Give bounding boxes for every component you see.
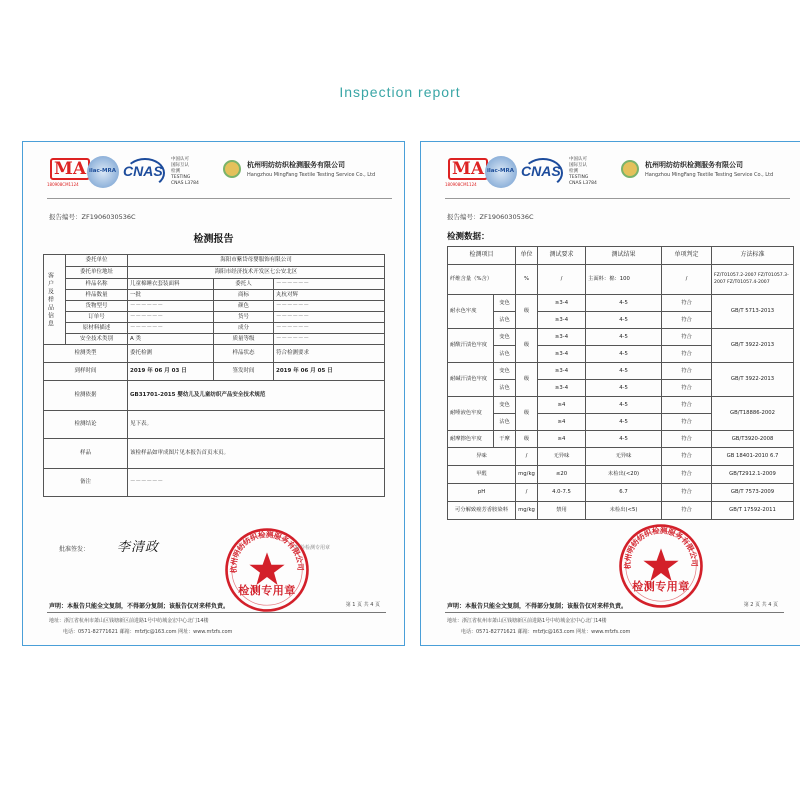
report-header: MA 180908CM1124 ilac-MRA CNAS 中国认可 国际互认 检测 TESTING CNAS L3784 杭州明纺纺织检测服务有限公司 Hangzhou MingFang Textile Testing Service Co., Ltd xyxy=(445,156,790,194)
report-page-2 xyxy=(420,141,800,646)
report-header: MA 180908CM1124 ilac-MRA CNAS 中国认可 国际互认 检测 TESTING CNAS L3784 杭州明纺纺织检测服务有限公司 Hangzhou MingFang Textile Testing Service Co., Ltd xyxy=(47,156,392,194)
approver-signature: 李清政 xyxy=(117,540,160,555)
cma-logo: MA 180908CM1124 xyxy=(445,158,483,192)
table-row: 耐唾液色牢度 变色 级 ≥4 4-5 符合 GB/T18886-2002 xyxy=(448,397,794,414)
table-row: 甲醛 mg/kg ≤20 未检出(<20) 符合 GB/T2912.1-2009 xyxy=(448,466,794,484)
table-row: 沾色 ≥3-4 4-5 符合 xyxy=(448,380,794,397)
signature-label: 批准签发： xyxy=(59,546,90,553)
table-row: 可分解致癌芳香胺染料 mg/kg 禁用 未检出(<5) 符合 GB/T 17592-2011 xyxy=(448,502,794,520)
cma-logo: MA 180908CM1124 xyxy=(47,158,85,192)
table-row: 沾色 ≥3-4 4-5 符合 xyxy=(448,312,794,329)
footer-address: 地址：浙江省杭州市萧山区钱塘新区前进路1号中纺城金宏中心北门14楼 xyxy=(49,618,209,624)
report-number: 报告编号：ZF1906030536C xyxy=(49,213,136,221)
table-row: 异味 / 无异味 无异味 符合 GB 18401-2010 6.7 xyxy=(448,448,794,466)
sign-note: 检验检测专用章 xyxy=(295,545,331,551)
disclaimer: 声明：本报告只能全文复制，不得部分复制；该报告仅对来样负责。 xyxy=(49,603,230,610)
report-title: 检测报告 xyxy=(193,234,234,245)
svg-text:杭州明纺纺织检测服务有限公司: 杭州明纺纺织检测服务有限公司 xyxy=(623,525,699,570)
cnas-logo: CNAS xyxy=(521,158,565,188)
footer-contact: 电话：0571-82771621 邮箱：mfzfjc@163.com 网址：www.mfzfs.com xyxy=(461,629,631,635)
lab-emblem-icon xyxy=(621,160,639,178)
table-row: 耐碱汗渍色牢度 变色 级 ≥3-4 4-5 符合 GB/T 3922-2013 xyxy=(448,363,794,380)
report-page-1 xyxy=(22,141,405,646)
seal-label: 检测专用章 xyxy=(238,584,296,597)
table-row: 耐水色牢度 变色 级 ≥3-4 4-5 符合 GB/T 5713-2013 xyxy=(448,295,794,312)
cnas-logo: CNAS xyxy=(123,158,167,188)
table-row: 耐摩擦色牢度 干摩 级 ≥4 4-5 符合 GB/T3920-2008 xyxy=(448,431,794,448)
table-row: 耐酸汗渍色牢度 变色 级 ≥3-4 4-5 符合 GB/T 3922-2013 xyxy=(448,329,794,346)
accreditation-text: 中国认可 国际互认 检测 TESTING CNAS L3784 xyxy=(569,157,597,186)
footer-address: 地址：浙江省杭州市萧山区钱塘新区前进路1号中纺城金宏中心北门14楼 xyxy=(447,618,607,624)
page-number: 第 2 页 共 4 页 xyxy=(743,602,778,608)
svg-text:杭州明纺纺织检测服务有限公司: 杭州明纺纺织检测服务有限公司 xyxy=(229,529,305,574)
disclaimer: 声明：本报告只能全文复制，不得部分复制；该报告仅对来样负责。 xyxy=(447,603,628,610)
side-label: 客户及样品信息 xyxy=(44,255,66,345)
section-title: 检测数据： xyxy=(447,232,490,242)
table-row: 纤维含量（%含） % / 主面料：棉：100 / FZ/T01057.2-2007 FZ/T01057.3-2007 FZ/T01057.4-2007 xyxy=(448,265,794,295)
accreditation-text: 中国认可 国际互认 检测 TESTING CNAS L3784 xyxy=(171,157,199,186)
page-number: 第 1 页 共 4 页 xyxy=(345,602,380,608)
footer-contact: 电话：0571-82771621 邮箱：mfzfjc@163.com 网址：www.mfzfs.com xyxy=(63,629,233,635)
page-heading: Inspection report xyxy=(339,84,461,100)
ilac-mra-logo: ilac-MRA xyxy=(87,156,119,188)
table-row: pH / 4.0-7.5 6.7 符合 GB/T 7573-2009 xyxy=(448,484,794,502)
client-sample-table: 客户及样品信息 委托单位 海阳市紫岱母婴服饰有限公司 委托单位地址 海阳市经济技术开发区七公安北区 样品名称 儿童棉睡衣套装面料 委托人 －－－－－－ 样品数量 一批 商标 丸杭对辉 货物型号 －－－－－－ 颜色 －－－－－－ 订单号 －－－－－－ 货号 －－－－－－ 原材料描述 －－－－－－ 成分 －－－－－－ 安全技术类别 A 类 质量等级 －－－－－－ 检测类型 委托检测 样品状态 符合检测要求 到样时间 2019 年 06 月 03 日 签发时间 2019 年 06 月 05 日 检测依据 GB31701-2015 婴幼儿及儿童纺织产品安全技术规范 检测结论 见下表。 样品 该检样品如审成图片见本报告首页末页。 备注 －－－－－－ xyxy=(43,254,385,497)
report-number: 报告编号：ZF1906030536C xyxy=(447,213,534,221)
inspection-seal xyxy=(617,522,705,610)
ilac-mra-logo: ilac-MRA xyxy=(485,156,517,188)
table-row: 沾色 ≥3-4 4-5 符合 xyxy=(448,346,794,363)
inspection-seal xyxy=(223,526,311,614)
table-row: 沾色 ≥4 4-5 符合 xyxy=(448,414,794,431)
seal-label: 检测专用章 xyxy=(632,580,690,593)
lab-emblem-icon xyxy=(223,160,241,178)
test-results-table: 检测项目 单位 测试要求 测试结果 单项判定 方法标准 纤维含量（%含） % / 主面料：棉：100 / FZ/T01057.2-2007 FZ/T01057.3-2007 FZ/T01057.4-2007 耐水色牢度 变色 级 ≥3-4 4-5 符合 GB/T 5713-2013 沾色 ≥3-4 4-5 符合 耐酸汗渍色牢度 变色 级 ≥3-4 4-5 符合 GB/T 3922-2013 沾色 ≥3-4 4-5 符合 耐碱汗渍色牢度 变色 级 ≥3-4 4-5 符合 GB/T 3922-2013 沾色 ≥3-4 4-5 符合 耐唾液色牢度 变色 级 ≥4 4-5 符合 GB/T18886-2002 沾色 ≥4 4-5 符合 耐摩擦色牢度 干摩 级 ≥4 4-5 符合 GB/T3920-2008 异味 / 无异味 无异味 符合 GB 18401-2010 6.7 甲醛 mg/kg ≤20 未检出(<20) 符合 GB/T2912.1-2009 pH / 4.0-7.5 6.7 符合 GB/T 7573-2009 可分解致癌芳香胺染料 mg/kg 禁用 未检出(<5) 符合 GB/T 17592-2011 xyxy=(447,246,794,520)
